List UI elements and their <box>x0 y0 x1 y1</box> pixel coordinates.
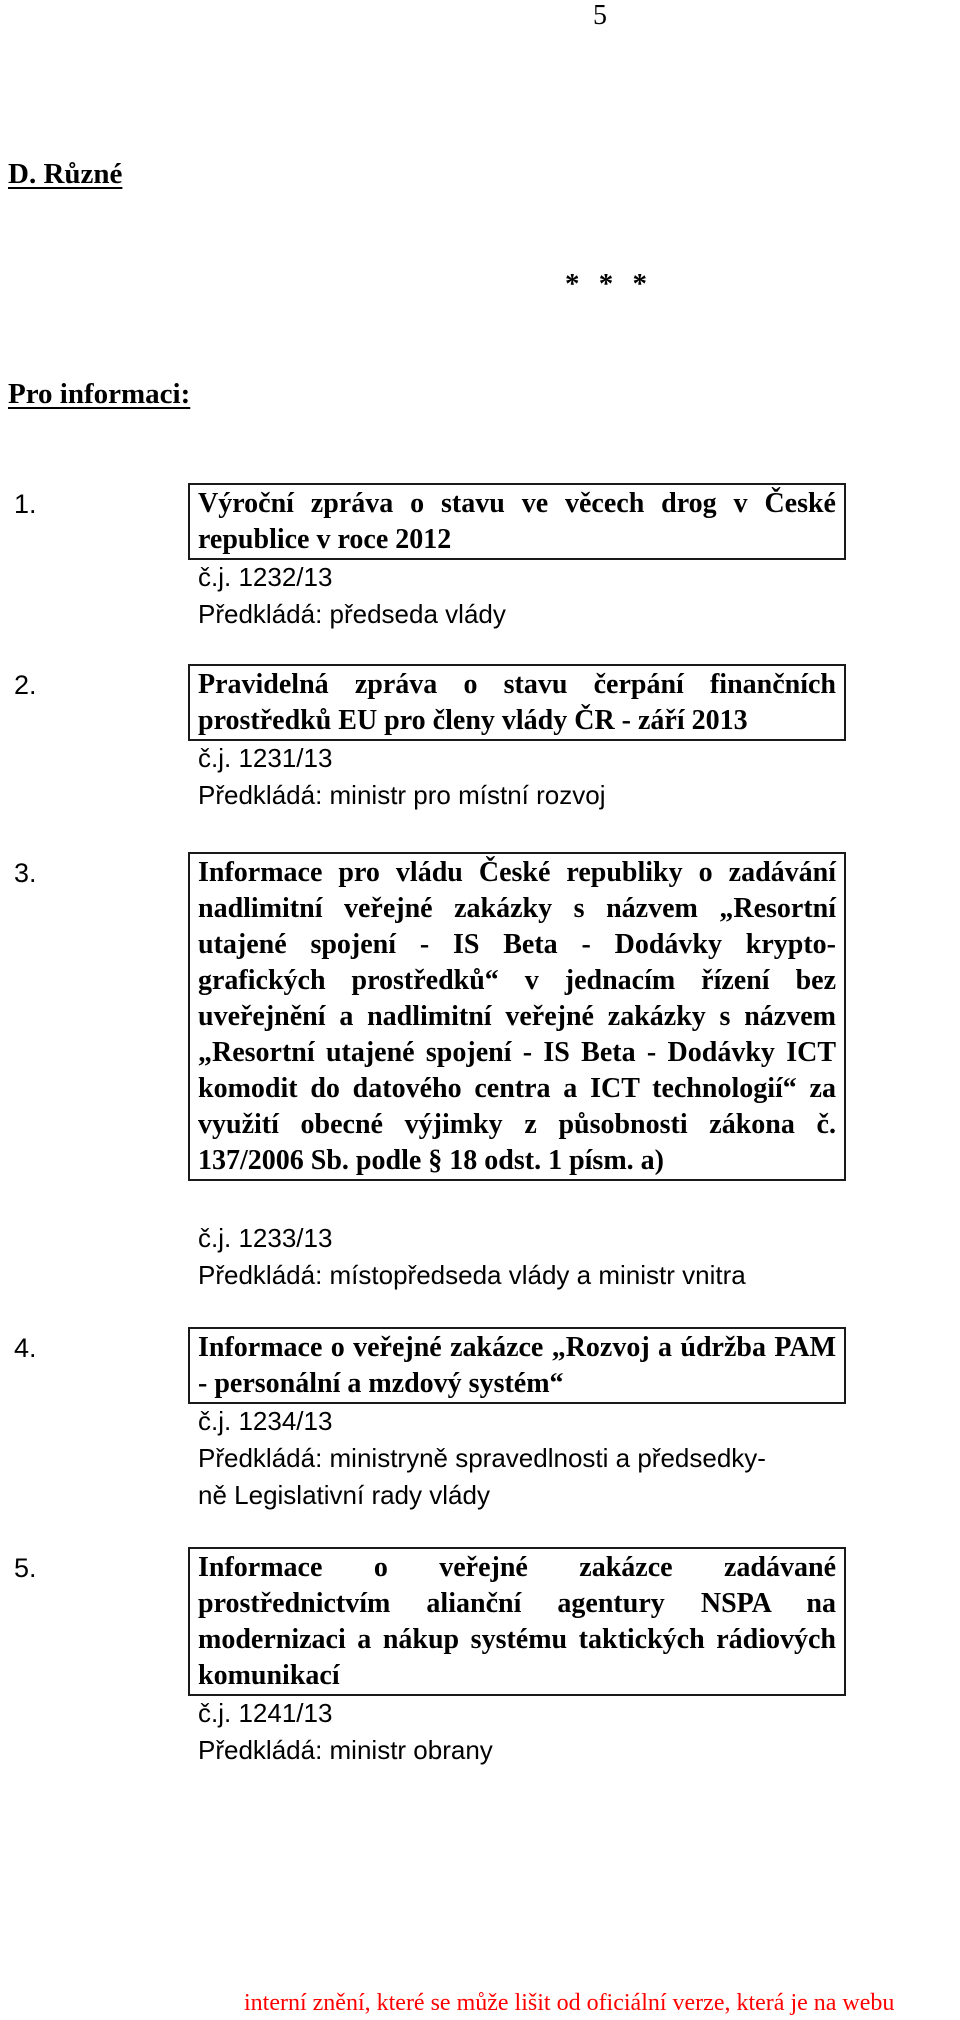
item-presenter-line: Předkládá: předseda vlády <box>198 599 506 629</box>
item-number: 3. <box>14 858 37 888</box>
item-title: Pravidelná zpráva o stavu čerpání finančních prostředků EU pro členy vlády ČR - září 2013 <box>188 664 846 741</box>
item-presenter-line: Předkládá: místopředseda vlády a ministr vnitra <box>198 1260 746 1290</box>
item-meta <box>198 1403 858 1514</box>
item-presenter-line: Předkládá: ministr obrany <box>198 1735 493 1765</box>
item-ref: č.j. 1234/13 <box>198 1406 333 1436</box>
page-number: 5 <box>593 0 607 31</box>
item-title: Informace o veřejné zakázce „Rozvoj a údržba PAM - personální a mzdový systém“ <box>188 1327 846 1404</box>
item-meta <box>198 1220 858 1294</box>
footer-note: interní znění, které se může lišit od oficiální verze, která je na webu <box>244 1990 895 2016</box>
item-title: Informace pro vládu České republiky o zadávání nadlimitní veřejné zakázky s názvem „Resortní utajené spojení - IS Beta - Dodávky krypto-grafických prostředků“ v jednacím řízení bez uveřejnění a nadlimitní veřejné zakázky s názvem „Resortní utajené spojení - IS Beta - Dodávky ICT komodit do datového centra a ICT technologií“ za využití obecné výjimky z působnosti zákona č. 137/2006 Sb. podle § 18 odst. 1 písm. a) <box>188 852 846 1181</box>
item-ref: č.j. 1231/13 <box>198 743 333 773</box>
item-title: Informace o veřejné zakázce zadávané prostřednictvím alianční agentury NSPA na modernizaci a nákup systému taktických rádiových komunikací <box>188 1547 846 1696</box>
item-number: 1. <box>14 489 37 519</box>
item-meta <box>198 740 858 814</box>
item-number: 2. <box>14 670 37 700</box>
item-number: 5. <box>14 1553 37 1583</box>
item-ref: č.j. 1233/13 <box>198 1223 333 1253</box>
info-heading: Pro informaci: <box>8 378 191 410</box>
section-separator: * * * <box>565 268 653 300</box>
item-meta <box>198 1695 858 1769</box>
item-ref: č.j. 1241/13 <box>198 1698 333 1728</box>
item-number: 4. <box>14 1333 37 1363</box>
item-meta <box>198 559 858 633</box>
item-presenter-line: ně Legislativní rady vlády <box>198 1480 490 1510</box>
item-ref: č.j. 1232/13 <box>198 562 333 592</box>
section-heading: D. Různé <box>8 158 123 190</box>
item-presenter-line: Předkládá: ministryně spravedlnosti a předsedky- <box>198 1443 766 1473</box>
item-presenter-line: Předkládá: ministr pro místní rozvoj <box>198 780 606 810</box>
item-title: Výroční zpráva o stavu ve věcech drog v České republice v roce 2012 <box>188 483 846 560</box>
